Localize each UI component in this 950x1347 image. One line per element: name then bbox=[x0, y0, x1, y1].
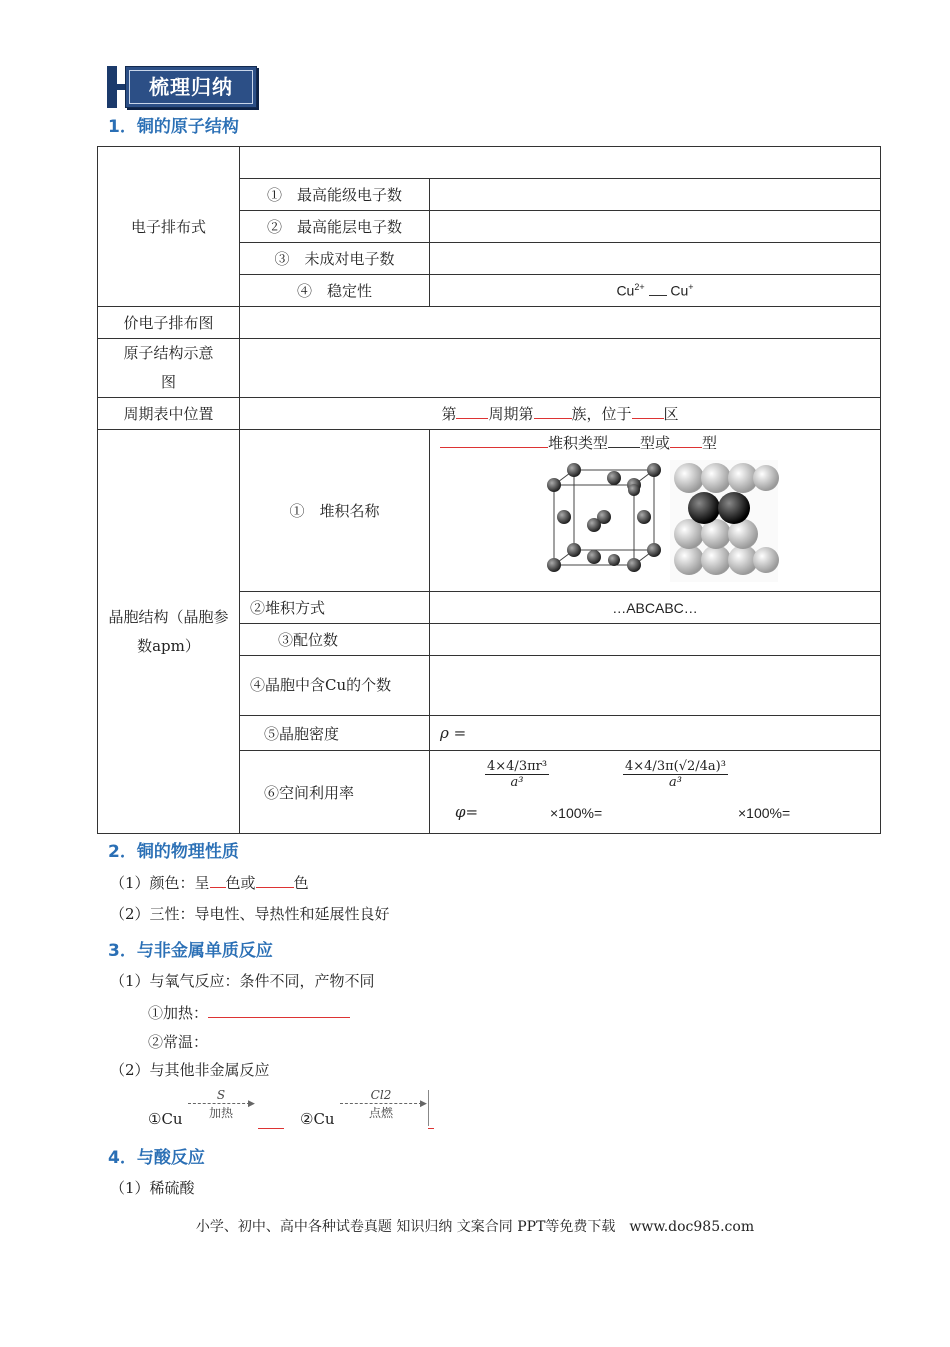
period-position-label: 周期表中位置 bbox=[98, 398, 240, 430]
highest-shell-electrons-label: ② 最高能层电子数 bbox=[240, 211, 430, 243]
electron-config-label: 电子排布式 bbox=[98, 147, 240, 307]
oxygen-reaction-line: （1）与氧气反应：条件不同，产物不同 bbox=[110, 972, 375, 990]
fraction-2: $\frac{\text{4×4/3π(√2/4a)³}}{\text{a³}}$ bbox=[625, 759, 726, 790]
highest-shell-electrons-blank bbox=[430, 211, 881, 243]
reaction-1-prefix: ①Cu bbox=[148, 1110, 183, 1128]
reaction-1-product-blank bbox=[258, 1127, 284, 1129]
packing-name-cell: 堆积类型 型或 型 bbox=[430, 430, 881, 592]
section-banner bbox=[107, 66, 257, 108]
reaction-2-prefix: ②Cu bbox=[300, 1110, 335, 1128]
space-utilization-formula: φ= $\frac{\text{4×4/3πr³}}{\text{a³}}$ ×100%= $\frac{\text{4×4/3π(√2/4a)³}}{\text{a³}}$ ×100%= bbox=[430, 751, 881, 834]
heat-line: ①加热： bbox=[148, 1002, 350, 1023]
other-nonmetal-line: （2）与其他非金属反应 bbox=[110, 1061, 270, 1079]
period-position-value: 第 周期第 族，位于 区 bbox=[240, 398, 881, 430]
copper-structure-table bbox=[97, 146, 881, 834]
coordination-number-label: ③配位数 bbox=[240, 624, 430, 656]
color-line: （1）颜色：呈 色或 色 bbox=[110, 874, 309, 892]
unpaired-electrons-blank bbox=[430, 243, 881, 275]
stability-label: ④ 稳定性 bbox=[240, 275, 430, 307]
section2-heading: 2．铜的物理性质 bbox=[108, 842, 239, 862]
packing-mode-label: ②堆积方式 bbox=[240, 592, 430, 624]
coordination-number-blank bbox=[430, 624, 881, 656]
highest-sublevel-electrons-blank bbox=[430, 179, 881, 211]
unpaired-electrons-label: ③ 未成对电子数 bbox=[240, 243, 430, 275]
fraction-1: $\frac{\text{4×4/3πr³}}{\text{a³}}$ bbox=[487, 759, 548, 790]
room-temp-line: ②常温： bbox=[148, 1033, 209, 1051]
banner-connector bbox=[117, 84, 125, 90]
valence-diagram-label: 价电子排布图 bbox=[98, 307, 240, 339]
page-footer: 小学、初中、高中各种试卷真题 知识归纳 文案合同 PPT等免费下载 www.doc985.com bbox=[195, 1219, 755, 1235]
cell-density-label: ⑤晶胞密度 bbox=[240, 716, 430, 751]
banner-title: 梳理归纳 bbox=[149, 75, 233, 99]
reaction-2-arrow: Cl2 ▶ 点燃 bbox=[340, 1088, 432, 1128]
stability-value: $Cu^{2+}$ Cu+ bbox=[430, 275, 881, 307]
highest-sublevel-electrons-label: ① 最高能级电子数 bbox=[240, 179, 430, 211]
three-properties-line: （2）三性：导电性、导热性和延展性良好 bbox=[110, 905, 390, 923]
packing-name-label: ① 堆积名称 bbox=[240, 430, 430, 592]
atom-structure-blank bbox=[240, 339, 881, 398]
electron-config-blank bbox=[240, 147, 881, 179]
valence-diagram-blank bbox=[240, 307, 881, 339]
reaction-2-product-blank bbox=[428, 1127, 434, 1129]
cell-density-value: ρ = bbox=[430, 716, 881, 751]
banner-bar bbox=[107, 66, 117, 108]
space-utilization-label: ⑥空间利用率 bbox=[240, 751, 430, 834]
atom-structure-label: 原子结构示意图 bbox=[98, 339, 240, 398]
section1-heading: 1．铜的原子结构 bbox=[108, 117, 239, 137]
section4-heading: 4．与酸反应 bbox=[108, 1148, 205, 1168]
atoms-per-cell-blank bbox=[430, 656, 881, 716]
reaction-1-arrow: S ▶ 加热 bbox=[188, 1088, 258, 1124]
packing-mode-value: …ABCABC… bbox=[430, 592, 881, 624]
unit-cell-label: 晶胞结构（晶胞参数apm） bbox=[98, 430, 240, 834]
dilute-sulfuric-acid-line: （1）稀硫酸 bbox=[110, 1179, 195, 1197]
fcc-unit-cell-figure bbox=[544, 460, 780, 582]
atoms-per-cell-label: ④晶胞中含Cu的个数 bbox=[240, 656, 430, 716]
section3-heading: 3．与非金属单质反应 bbox=[108, 941, 273, 961]
